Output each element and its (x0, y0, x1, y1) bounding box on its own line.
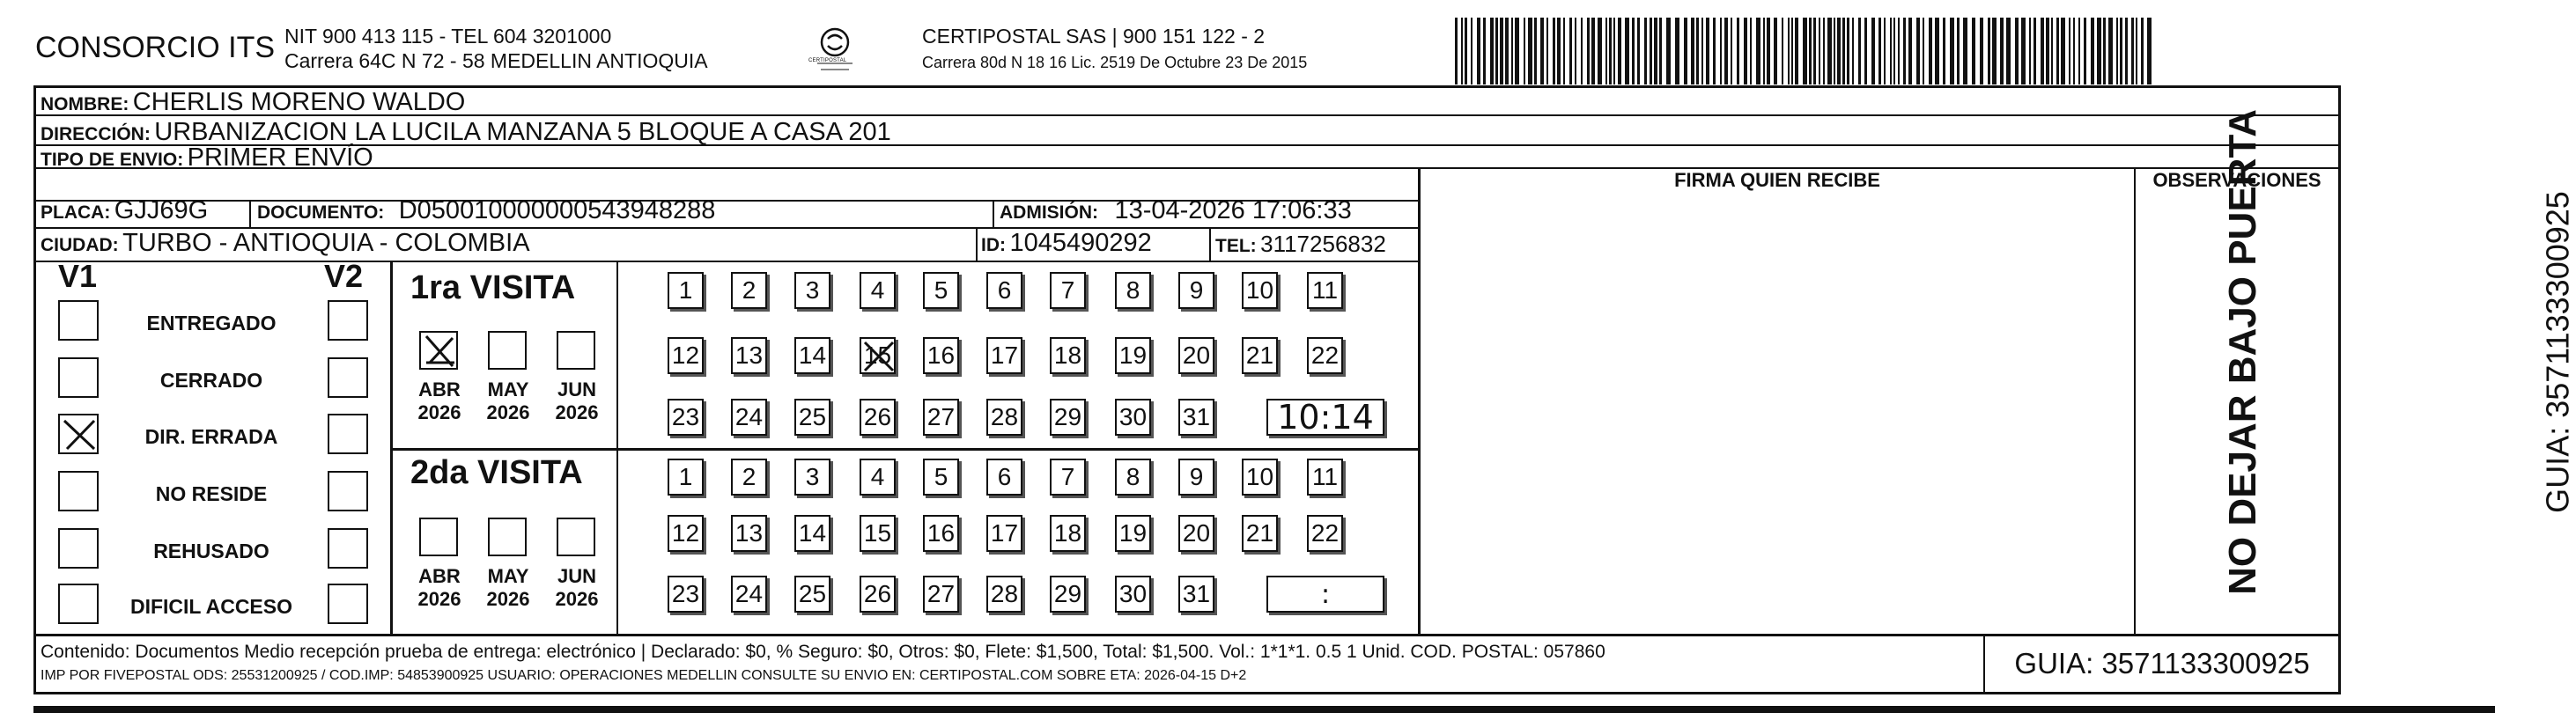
send-type-label: TIPO DE ENVIO: (41, 150, 184, 170)
month-checkbox[interactable] (557, 331, 595, 370)
day-box[interactable]: 24 (731, 576, 767, 613)
check-mark-icon (60, 415, 99, 454)
day-box[interactable]: 11 (1307, 272, 1343, 309)
month-checkbox[interactable] (488, 518, 527, 556)
day-box[interactable]: 10 (1242, 459, 1278, 496)
day-box[interactable]: 1 (668, 272, 704, 309)
day-box[interactable]: 16 (923, 515, 959, 552)
address-row (41, 120, 891, 145)
day-box[interactable]: 15 (860, 337, 896, 374)
month-checkbox[interactable] (419, 518, 458, 556)
check-mark-icon (421, 333, 458, 370)
day-box[interactable]: 12 (668, 515, 704, 552)
v2-checkbox[interactable] (328, 357, 368, 398)
day-box[interactable]: 27 (923, 576, 959, 613)
plate-label: PLACA: (41, 202, 111, 223)
v1-checkbox[interactable] (58, 528, 99, 569)
day-box[interactable]: 10 (1242, 272, 1278, 309)
day-box[interactable]: 4 (860, 272, 896, 309)
certipostal-address: Carrera 80d N 18 16 Lic. 2519 De Octubre 23 De 2015 (922, 54, 1308, 71)
day-box[interactable]: 25 (794, 576, 830, 613)
day-box[interactable]: 4 (860, 459, 896, 496)
second-visit-label: 2da VISITA (410, 454, 583, 491)
status-label: REHUSADO (153, 540, 269, 562)
day-box[interactable]: 23 (668, 399, 704, 436)
side-notice: NO DEJAR BAJO PUERTA (2220, 109, 2264, 595)
day-box[interactable]: 7 (1050, 272, 1086, 309)
day-box[interactable]: 29 (1050, 576, 1086, 613)
id-label: ID: (981, 235, 1006, 255)
day-box[interactable]: 16 (923, 337, 959, 374)
month-label: JUN 2026 (555, 378, 599, 424)
month-label: JUN 2026 (555, 565, 599, 611)
id-value: 1045490292 (1009, 229, 1152, 257)
certipostal-nit: CERTIPOSTAL SAS | 900 151 122 - 2 (922, 25, 1266, 48)
month-label: ABR 2026 (417, 565, 461, 611)
v1-checkbox[interactable] (58, 471, 99, 511)
tel-value: 3117256832 (1260, 231, 1386, 257)
day-box[interactable]: 31 (1178, 399, 1214, 436)
company-name: CONSORCIO ITS (35, 31, 276, 64)
day-box[interactable]: 18 (1050, 337, 1086, 374)
day-box[interactable]: 28 (986, 399, 1022, 436)
city-label: CIUDAD: (41, 235, 119, 255)
month-label: ABR 2026 (417, 378, 461, 424)
day-box[interactable]: 9 (1178, 272, 1214, 309)
v2-checkbox[interactable] (328, 584, 368, 624)
day-box[interactable]: 2 (731, 272, 767, 309)
month-label: MAY 2026 (486, 378, 530, 424)
status-label: ENTREGADO (146, 312, 277, 334)
company-address: Carrera 64C N 72 - 58 MEDELLIN ANTIOQUIA (284, 49, 708, 72)
city-row (41, 231, 530, 256)
day-box[interactable]: 23 (668, 576, 704, 613)
day-box[interactable]: 2 (731, 459, 767, 496)
day-box[interactable]: 17 (986, 515, 1022, 552)
day-box[interactable]: 28 (986, 576, 1022, 613)
plate-row (41, 198, 208, 224)
day-box[interactable]: 6 (986, 459, 1022, 496)
observations-label: OBSERVACIONES (2152, 169, 2321, 191)
day-box[interactable]: 13 (731, 515, 767, 552)
day-box[interactable]: 20 (1178, 515, 1214, 552)
document-row (257, 198, 715, 224)
v1-label: V1 (58, 258, 98, 294)
day-box[interactable]: 7 (1050, 459, 1086, 496)
status-label: CERRADO (159, 369, 263, 392)
v2-checkbox[interactable] (328, 471, 368, 511)
footer-content: Contenido: Documentos Medio recepción prueba de entrega: electrónico | Declarado: $0, % Seguro: $0, Otros: $0, Flete: $1,500, Total: $1,500. Vol.: 1*1*1. 0.5 1 Unid. COD. POSTAL: 057860 (41, 642, 1605, 662)
status-label: DIFICIL ACCESO (129, 595, 292, 618)
day-box[interactable]: 30 (1115, 576, 1151, 613)
day-box[interactable]: 21 (1242, 337, 1278, 374)
day-box[interactable]: 26 (860, 399, 896, 436)
status-label: NO RESIDE (155, 482, 268, 505)
send-type-row (41, 145, 373, 171)
certipostal-logo-text: CERTIPOSTAL (808, 58, 847, 63)
admission-label: ADMISIÓN: (1000, 202, 1098, 223)
day-box[interactable]: 14 (794, 515, 830, 552)
admission-value: 13-04-2026 17:06:33 (1114, 196, 1352, 224)
day-box[interactable]: 22 (1307, 337, 1343, 374)
day-box[interactable]: 30 (1115, 399, 1151, 436)
day-box[interactable]: 8 (1115, 272, 1151, 309)
v1-checkbox[interactable] (58, 357, 99, 398)
day-box[interactable]: 13 (731, 337, 767, 374)
day-box[interactable]: 8 (1115, 459, 1151, 496)
v2-checkbox[interactable] (328, 414, 368, 454)
day-box[interactable]: 1 (668, 459, 704, 496)
day-box[interactable]: 18 (1050, 515, 1086, 552)
day-box[interactable]: 5 (923, 272, 959, 309)
day-box[interactable]: 29 (1050, 399, 1086, 436)
certipostal-logo (808, 25, 861, 74)
second-visit-time[interactable]: : (1266, 576, 1384, 613)
certipostal-logo-icon (808, 25, 861, 74)
city-value: TURBO - ANTIOQUIA - COLOMBIA (122, 229, 530, 257)
month-checkbox[interactable] (419, 331, 458, 370)
v1-checkbox[interactable] (58, 300, 99, 341)
day-box[interactable]: 3 (794, 459, 830, 496)
check-mark-icon (861, 339, 897, 374)
name-label: NOMBRE: (41, 94, 129, 114)
month-checkbox[interactable] (488, 331, 527, 370)
day-box[interactable]: 17 (986, 337, 1022, 374)
month-label: MAY 2026 (486, 565, 530, 611)
document-label: DOCUMENTO: (257, 202, 385, 223)
name-row (41, 90, 465, 115)
status-label: DIR. ERRADA (144, 425, 278, 448)
plate-value: GJJ69G (114, 196, 209, 224)
footer-guide: GUIA: 3571133300925 (2014, 647, 2310, 680)
day-box[interactable]: 15 (860, 515, 896, 552)
day-box[interactable]: 3 (794, 272, 830, 309)
tel-row (1215, 232, 1386, 255)
document-value: D050010000000543948288 (398, 196, 716, 224)
v2-label: V2 (324, 258, 364, 294)
day-box[interactable]: 20 (1178, 337, 1214, 374)
day-box[interactable]: 6 (986, 272, 1022, 309)
address-value: URBANIZACION LA LUCILA MANZANA 5 BLOQUE A CASA 201 (154, 118, 891, 146)
day-box[interactable]: 24 (731, 399, 767, 436)
name-value: CHERLIS MORENO WALDO (132, 88, 466, 116)
barcode (1455, 18, 2159, 84)
day-box[interactable]: 22 (1307, 515, 1343, 552)
day-box[interactable]: 12 (668, 337, 704, 374)
tel-label: TEL: (1215, 236, 1257, 256)
first-visit-label: 1ra VISITA (410, 269, 576, 306)
footer-print-info: IMP POR FIVEPOSTAL ODS: 25531200925 / COD.IMP: 54853900925 USUARIO: OPERACIONES MEDELLIN CONSULTE SU ENVIO EN: CERTIPOSTAL.COM SOBRE ETA: 2026-04-15 D+2 (41, 668, 1247, 683)
admission-row (1000, 198, 1352, 224)
day-box[interactable]: 25 (794, 399, 830, 436)
day-box[interactable]: 19 (1115, 515, 1151, 552)
day-box[interactable]: 14 (794, 337, 830, 374)
receiver-signature-label: FIRMA QUIEN RECIBE (1674, 169, 1880, 191)
day-box[interactable]: 11 (1307, 459, 1343, 496)
v1-checkbox[interactable] (58, 584, 99, 624)
day-box[interactable]: 5 (923, 459, 959, 496)
day-box[interactable]: 31 (1178, 576, 1214, 613)
day-box[interactable]: 26 (860, 576, 896, 613)
first-visit-time[interactable]: 10:14 (1266, 399, 1384, 436)
address-label: DIRECCIÓN: (41, 124, 151, 144)
id-row (981, 231, 1152, 256)
day-box[interactable]: 19 (1115, 337, 1151, 374)
v1-checkbox[interactable] (58, 414, 99, 454)
day-box[interactable]: 9 (1178, 459, 1214, 496)
day-box[interactable]: 21 (1242, 515, 1278, 552)
send-type-value: PRIMER ENVÍO (187, 143, 373, 172)
day-box[interactable]: 27 (923, 399, 959, 436)
month-checkbox[interactable] (557, 518, 595, 556)
side-guide: GUIA: 3571133300925 (2539, 191, 2576, 513)
v2-checkbox[interactable] (328, 528, 368, 569)
company-nit-tel: NIT 900 413 115 - TEL 604 3201000 (284, 25, 612, 48)
v2-checkbox[interactable] (328, 300, 368, 341)
